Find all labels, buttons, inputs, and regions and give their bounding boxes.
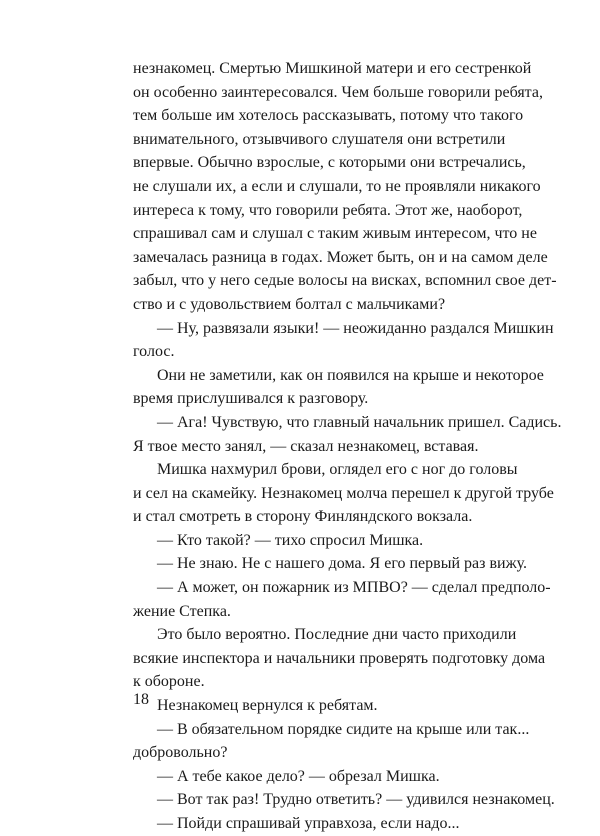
text-line: — А может, он пожарник из МПВО? — сделал предполо-	[157, 579, 551, 597]
text-line: он особенно заинтересовался. Чем больше говорили ребята,	[133, 83, 543, 101]
text-line: жение Степка.	[133, 602, 231, 620]
text-line: Мишка нахмурил брови, оглядел его с ног до головы	[157, 461, 518, 479]
text-line: — Ага! Чувствую, что главный начальник пришел. Садись.	[157, 413, 562, 431]
text-line: — Кто такой? — тихо спросил Мишка.	[157, 531, 424, 549]
text-line: впервые. Обычно взрослые, с которыми они встречались,	[133, 154, 526, 172]
text-line: Незнакомец вернулся к ребятам.	[157, 697, 378, 715]
text-line: — В обязательном порядке сидите на крыше или так...	[157, 720, 530, 738]
text-line: спрашивал сам и слушал с таким живым интересом, что не	[133, 225, 537, 243]
text-line: и сел на скамейку. Незнакомец молча перешел к другой трубе	[133, 484, 554, 502]
text-line: интереса к тому, что говорили ребята. Этот же, наоборот,	[133, 201, 523, 219]
text-line: тем больше им хотелось рассказывать, потому что такого	[133, 107, 524, 125]
page-number: 18	[133, 691, 149, 708]
text-line: — Пойди спрашивай управхоза, если надо...	[157, 815, 460, 832]
text-line: — Вот так раз! Трудно ответить? — удивился незнакомец.	[157, 791, 555, 809]
text-line: Я твое место занял, — сказал незнакомец, вставая.	[133, 437, 479, 455]
text-line: забыл, что у него седые волосы на висках, вспомнил свое дет-	[133, 272, 557, 290]
text-line: к обороне.	[133, 673, 205, 691]
text-line: — Ну, развязали языки! — неожиданно раздался Мишкин	[157, 319, 554, 337]
body-text	[133, 57, 562, 836]
text-line: не слушали их, а если и слушали, то не проявляли никакого	[133, 177, 541, 195]
text-line: Это было вероятно. Последние дни часто приходили	[157, 626, 517, 644]
text-line: — Не знаю. Не с нашего дома. Я его первый раз вижу.	[157, 555, 528, 573]
text-line: ство и с удовольствием болтал с мальчиками?	[133, 295, 446, 313]
text-line: всякие инспектора и начальники проверять подготовку дома	[133, 649, 546, 667]
text-line: и стал смотреть в сторону Финляндского вокзала.	[133, 508, 473, 526]
text-line: голос.	[133, 343, 175, 361]
text-line: Они не заметили, как он появился на крыше и некоторое	[157, 366, 544, 384]
text-line: — А тебе какое дело? — обрезал Мишка.	[157, 767, 440, 785]
text-line: добровольно?	[133, 744, 228, 762]
text-line: замечалась разница в годах. Может быть, он и на самом деле	[133, 248, 548, 266]
text-line: внимательного, отзывчивого слушателя они встретили	[133, 130, 506, 148]
text-line: незнакомец. Смертью Мишкиной матери и его сестренкой	[133, 60, 532, 77]
text-line: время прислушивался к разговору.	[133, 390, 369, 408]
